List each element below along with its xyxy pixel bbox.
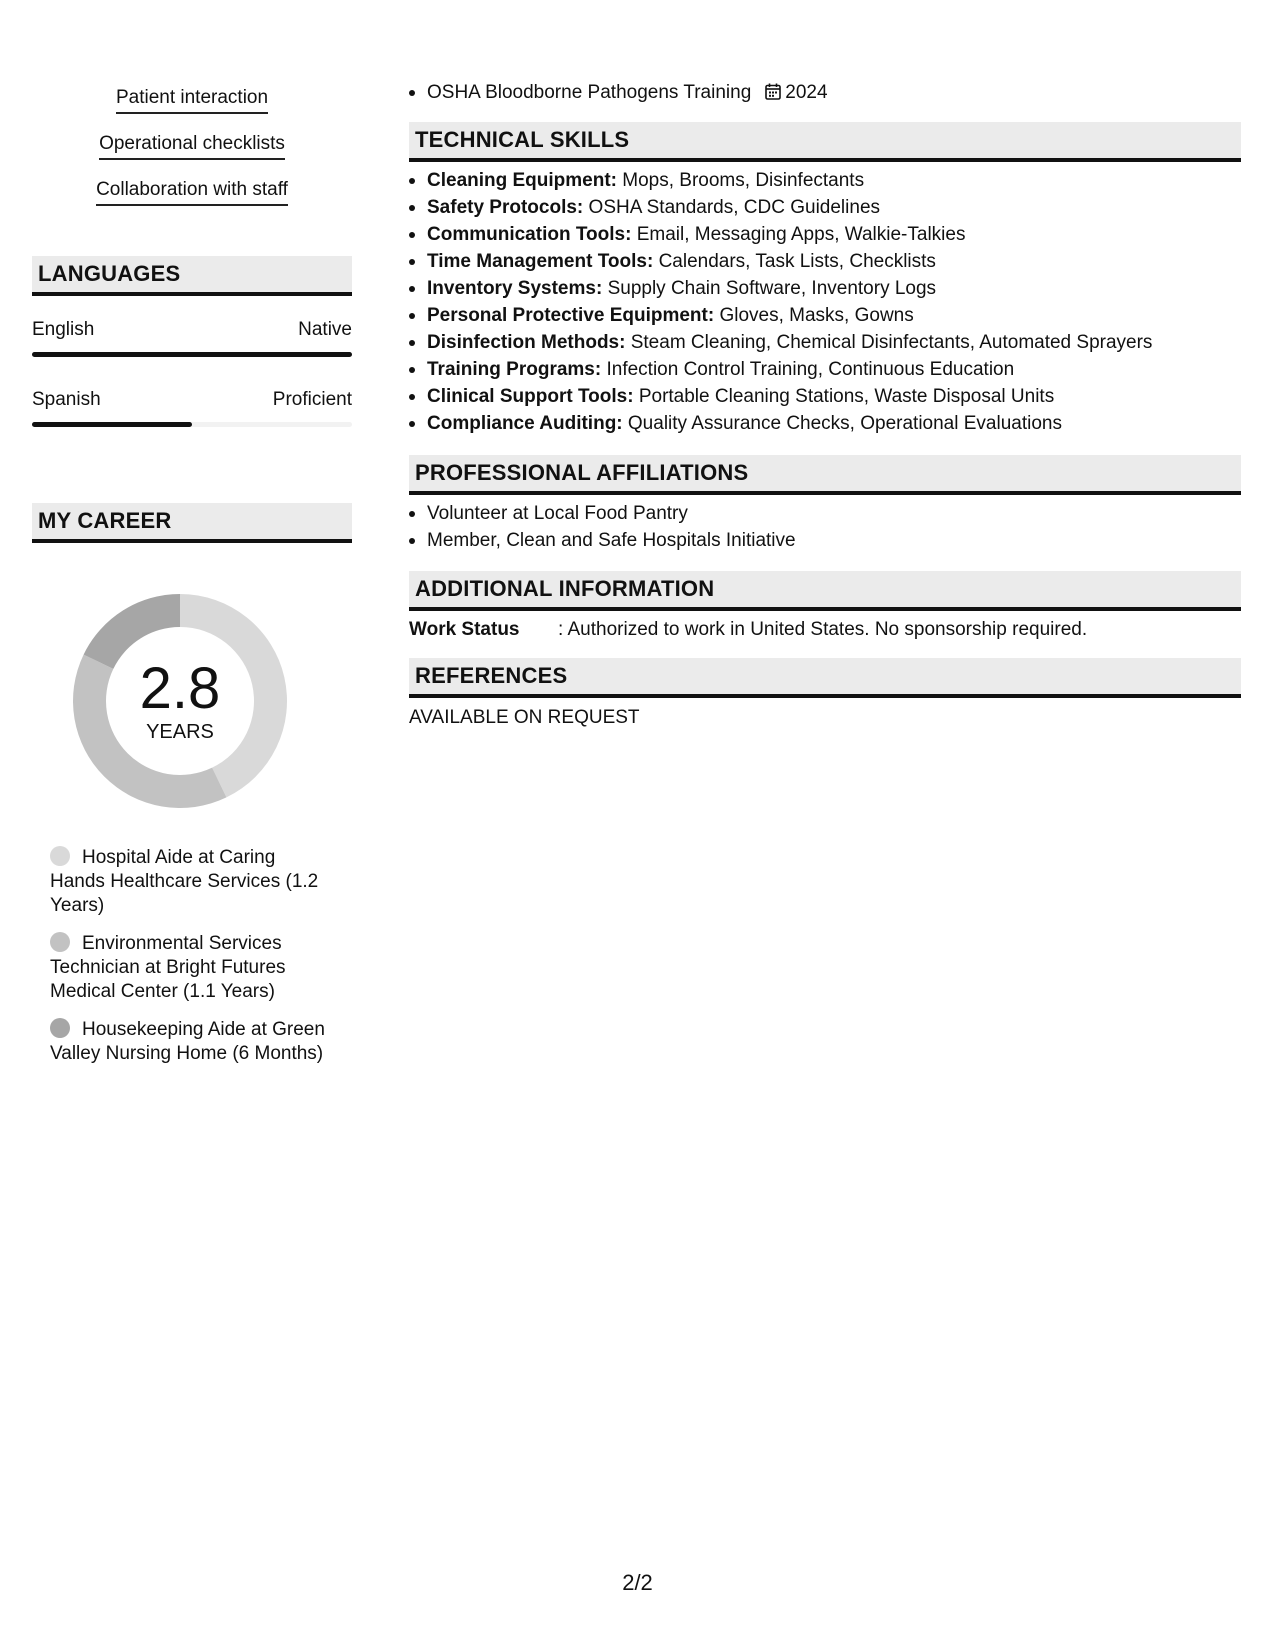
language-level: Native <box>298 319 352 340</box>
skill-values: Calendars, Task Lists, Checklists <box>658 251 936 272</box>
technical-skills-list <box>409 167 1241 437</box>
certification-list <box>409 79 1241 106</box>
technical-skill-item <box>409 275 1241 302</box>
work-status-row <box>409 618 1241 642</box>
technical-skill-item <box>409 302 1241 329</box>
technical-skill-item <box>409 167 1241 194</box>
technical-skill-item <box>409 329 1241 356</box>
language-proficiency-bar <box>32 422 352 427</box>
language-proficiency-fill <box>32 352 352 357</box>
skill-category: Safety Protocols: <box>427 197 584 218</box>
skill-values: OSHA Standards, CDC Guidelines <box>588 197 881 218</box>
soft-skill-item <box>32 86 352 114</box>
references-heading <box>409 658 1241 698</box>
career-legend <box>50 846 335 1080</box>
languages-heading <box>32 256 352 296</box>
languages-heading-text: LANGUAGES <box>38 261 181 286</box>
certification-name: OSHA Bloodborne Pathogens Training <box>427 82 752 103</box>
legend-dot-icon <box>50 846 70 866</box>
skill-values: Email, Messaging Apps, Walkie-Talkies <box>636 224 966 245</box>
skill-category: Clinical Support Tools: <box>427 386 634 407</box>
career-total-unit: YEARS <box>146 721 214 743</box>
skill-category: Personal Protective Equipment: <box>427 305 715 326</box>
affiliations-heading <box>409 455 1241 495</box>
skill-category: Communication Tools: <box>427 224 632 245</box>
career-heading-text: MY CAREER <box>38 508 172 533</box>
career-total-value: 2.8 <box>139 656 221 721</box>
technical-skills-heading-text: TECHNICAL SKILLS <box>415 127 630 152</box>
career-job-label: Housekeeping Aide at Green Valley Nursing Home (6 Months) <box>50 1019 325 1064</box>
language-name: English <box>32 319 95 340</box>
technical-skill-item <box>409 194 1241 221</box>
skill-category: Time Management Tools: <box>427 251 654 272</box>
technical-skill-item <box>409 410 1241 437</box>
work-status-value: : Authorized to work in United States. No sponsorship required. <box>558 619 1088 640</box>
skill-values: Mops, Brooms, Disinfectants <box>622 170 865 191</box>
career-job-label: Hospital Aide at Caring Hands Healthcare Services (1.2 Years) <box>50 847 319 916</box>
skill-category: Training Programs: <box>427 359 602 380</box>
soft-skill-item <box>32 132 352 160</box>
affiliations-list <box>409 500 1241 554</box>
legend-dot-icon <box>50 1018 70 1038</box>
language-proficiency-fill <box>32 422 192 427</box>
technical-skill-item <box>409 383 1241 410</box>
affiliation-item: Volunteer at Local Food Pantry <box>409 500 1241 527</box>
soft-skill-label: Patient interaction <box>116 86 268 114</box>
language-row-spanish <box>32 388 352 427</box>
career-donut-chart <box>65 586 295 816</box>
language-row-english <box>32 318 352 357</box>
additional-info-heading <box>409 571 1241 611</box>
technical-skill-item <box>409 248 1241 275</box>
work-status-label: Work Status <box>409 619 520 640</box>
technical-skill-item <box>409 221 1241 248</box>
certification-year: 2024 <box>785 82 828 103</box>
soft-skill-item <box>32 178 352 206</box>
additional-info-heading-text: ADDITIONAL INFORMATION <box>415 576 715 601</box>
references-heading-text: REFERENCES <box>415 663 568 688</box>
career-legend-item <box>50 1018 335 1066</box>
technical-skill-item <box>409 356 1241 383</box>
page-number: 2/2 <box>622 1570 653 1595</box>
language-level: Proficient <box>272 389 352 410</box>
certification-item <box>409 79 1241 106</box>
skill-values: Steam Cleaning, Chemical Disinfectants, Automated Sprayers <box>630 332 1153 353</box>
skill-values: Portable Cleaning Stations, Waste Disposal Units <box>638 386 1055 407</box>
career-job-label: Environmental Services Technician at Bright Futures Medical Center (1.1 Years) <box>50 933 286 1002</box>
calendar-icon <box>765 83 781 100</box>
soft-skills-list <box>32 86 352 224</box>
skill-values: Supply Chain Software, Inventory Logs <box>607 278 937 299</box>
career-legend-item <box>50 846 335 918</box>
skill-values: Quality Assurance Checks, Operational Evaluations <box>627 413 1062 434</box>
skill-category: Inventory Systems: <box>427 278 603 299</box>
skill-values: Gloves, Masks, Gowns <box>719 305 914 326</box>
language-name: Spanish <box>32 389 101 410</box>
soft-skill-label: Collaboration with staff <box>96 178 288 206</box>
skill-values: Infection Control Training, Continuous Education <box>606 359 1015 380</box>
affiliation-item: Member, Clean and Safe Hospitals Initiative <box>409 527 1241 554</box>
career-legend-item <box>50 932 335 1004</box>
skill-category: Compliance Auditing: <box>427 413 623 434</box>
affiliations-heading-text: PROFESSIONAL AFFILIATIONS <box>415 460 749 485</box>
technical-skills-heading <box>409 122 1241 162</box>
references-text: AVAILABLE ON REQUEST <box>409 707 640 728</box>
language-proficiency-bar <box>32 352 352 357</box>
skill-category: Disinfection Methods: <box>427 332 626 353</box>
legend-dot-icon <box>50 932 70 952</box>
career-heading <box>32 503 352 543</box>
skill-category: Cleaning Equipment: <box>427 170 617 191</box>
soft-skill-label: Operational checklists <box>99 132 285 160</box>
